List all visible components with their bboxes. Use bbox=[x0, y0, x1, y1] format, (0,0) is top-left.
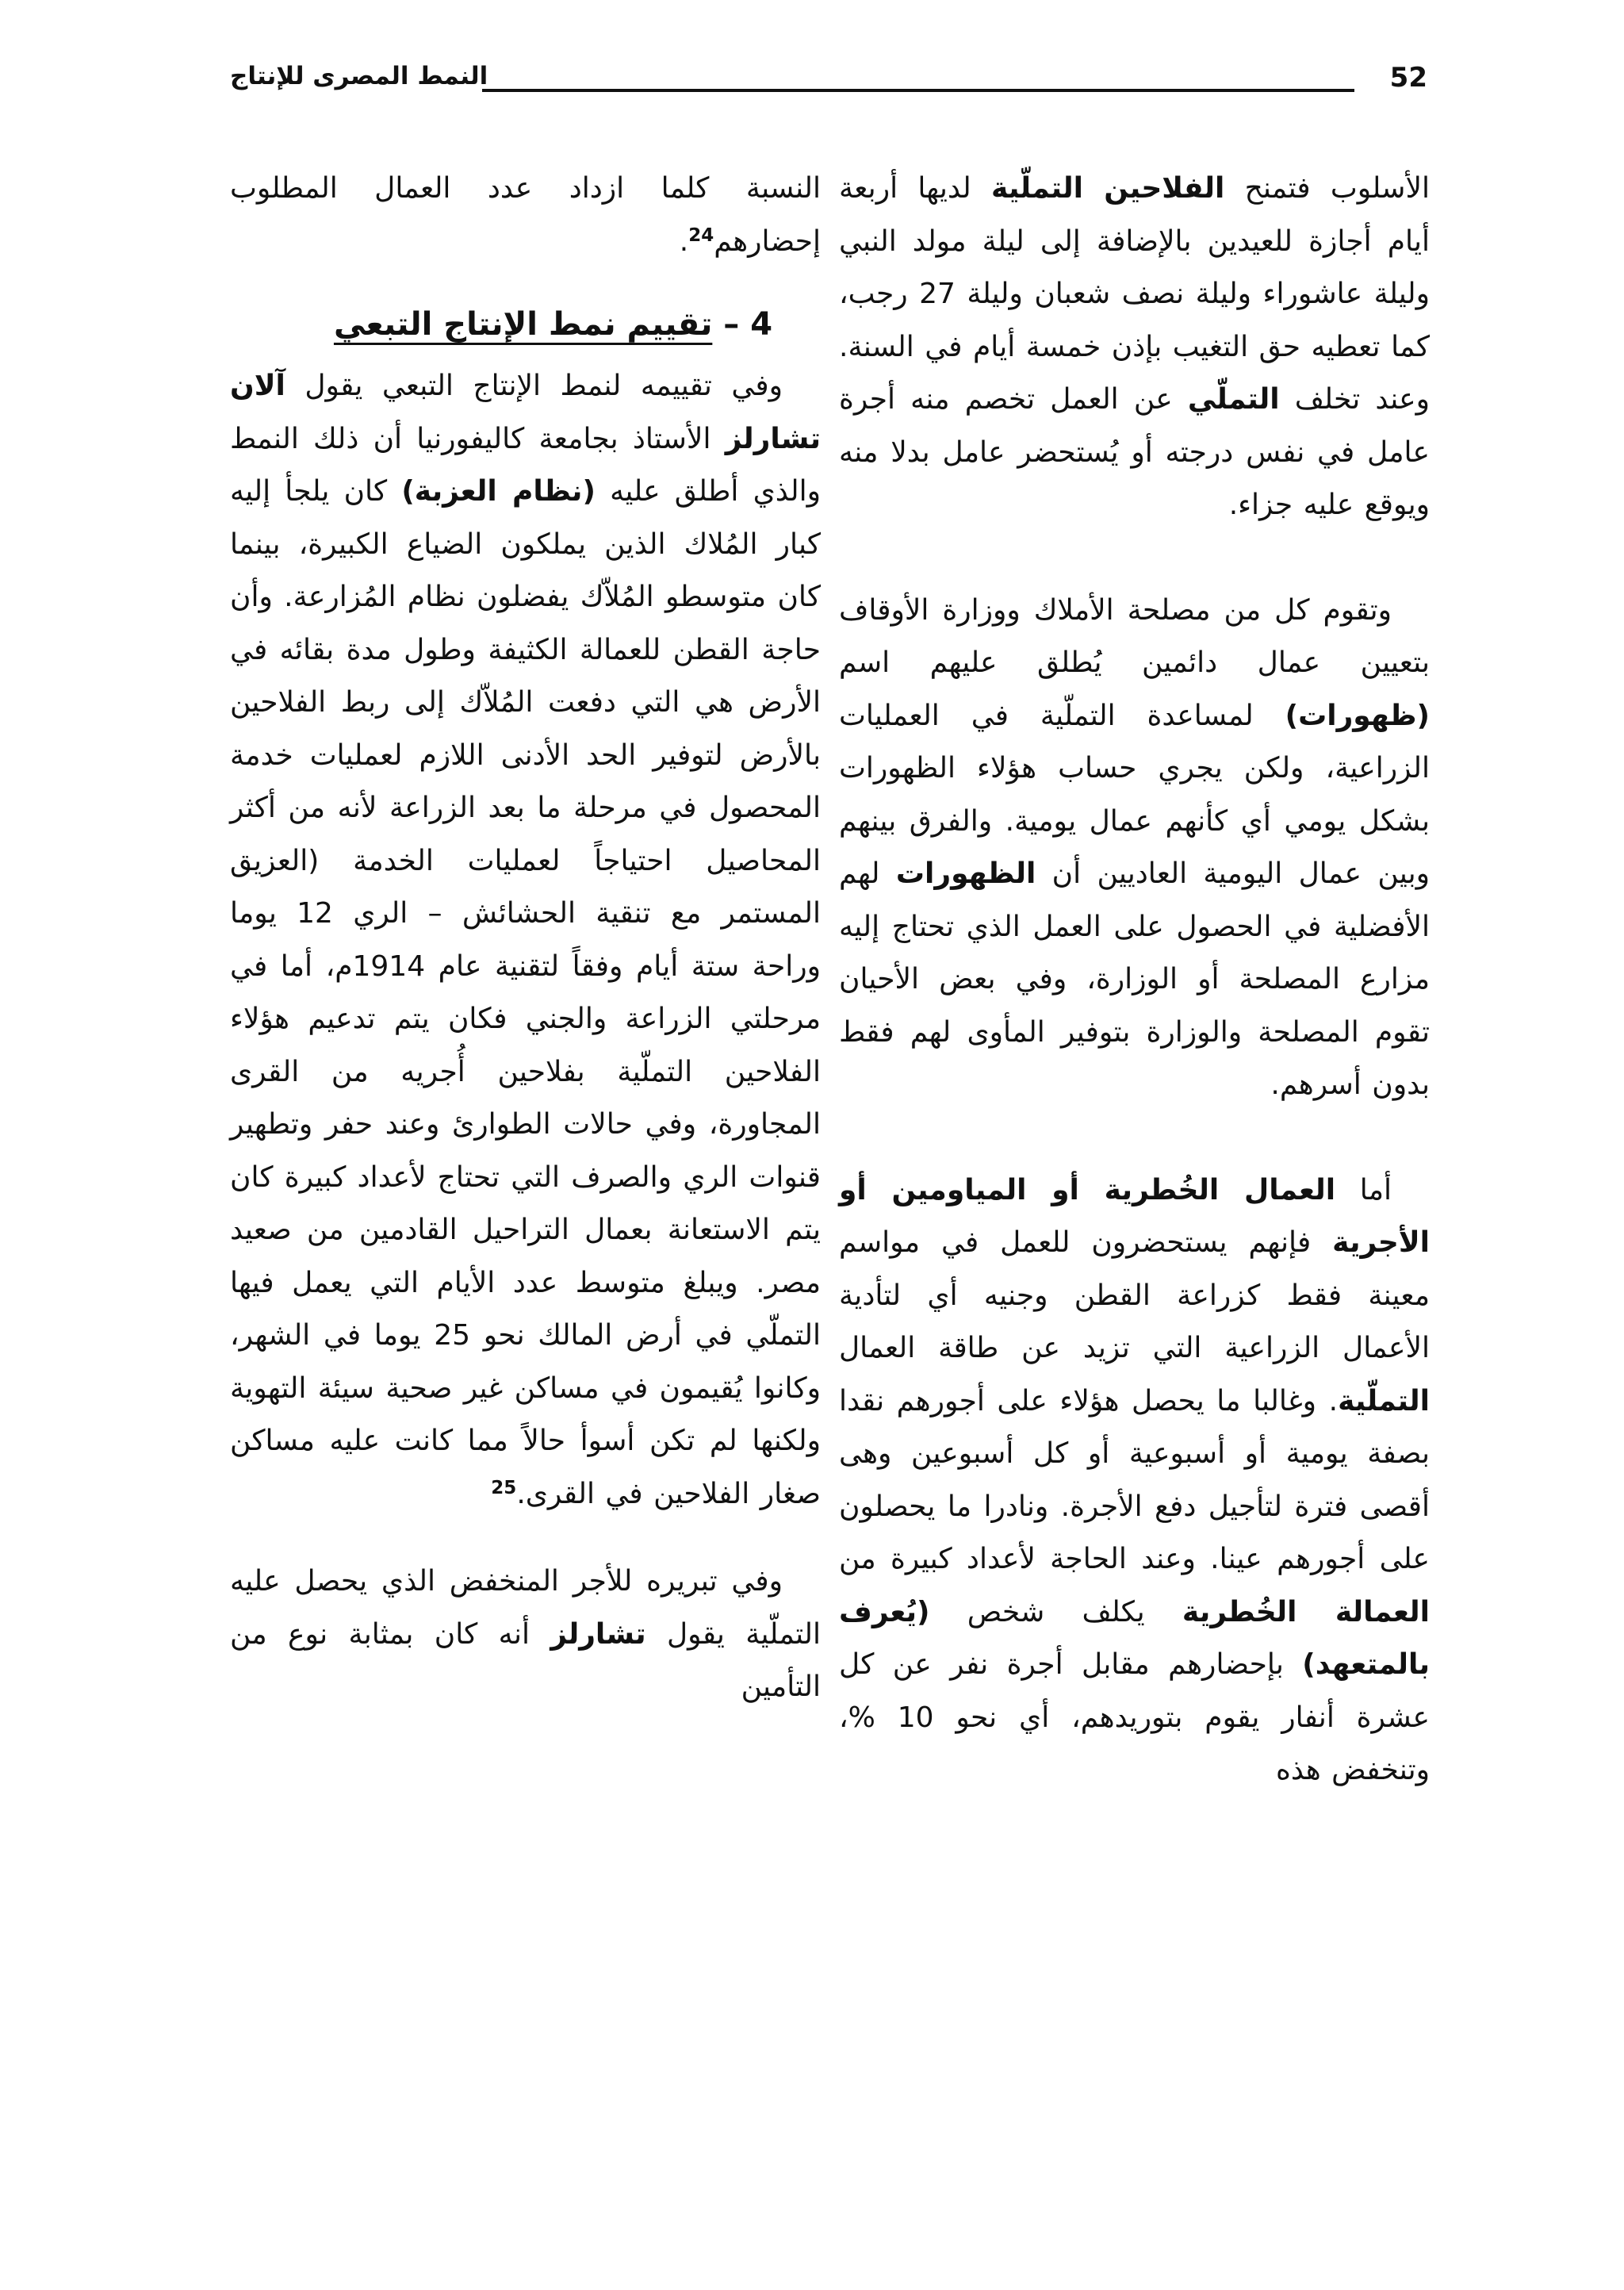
bold-term: (نظام العزبة) bbox=[401, 475, 596, 508]
bold-term: العمال الخُطرية أو المياومين أو الأجرية bbox=[839, 1173, 1430, 1259]
text-run: الأسلوب فتمنح bbox=[1224, 172, 1430, 205]
bold-term: الظهورات bbox=[895, 857, 1036, 890]
text-run: وتقوم كل من مصلحة الأملاك ووزارة الأوقاف بتعيين عمال دائمين يُطلق عليهم اسم bbox=[839, 593, 1430, 679]
text-run: بإحضارهم مقابل أجرة نفر عن كل عشرة أنفار يقوم بتوريدهم، أي نحو 10 %، وتنخفض هذه bbox=[839, 1648, 1430, 1786]
text-run: عن العمل تخصم منه أجرة عامل في نفس درجته أو يُستحضر عامل بدلا منه ويوقع عليه جزاء. bbox=[839, 383, 1430, 521]
text-run: أما bbox=[1335, 1173, 1392, 1206]
bold-term: تشارلز bbox=[550, 1617, 646, 1651]
header-rule bbox=[482, 89, 1354, 92]
section-title: تقييم نمط الإنتاج التبعي bbox=[333, 306, 713, 343]
paragraph-charles-evaluation bbox=[230, 360, 821, 1521]
bold-term: التملّي bbox=[1187, 383, 1280, 416]
text-run: . وغالبا ما يحصل هؤلاء على أجورهم نقدا بصفة يومية أو أسبوعية أو كل أسبوعين وهى أقصى فترة لتأجيل دفع الأجرة. ونادرا ما يحصلون على أجورهم عينا. وعند الحاجة لأعداد كبيرة من bbox=[839, 1384, 1430, 1575]
text-run: لهم الأفضلية في الحصول على العمل الذي تحتاج إليه مزارع المصلحة أو الوزارة، وفي بعض الأحيان تقوم المصلحة والوزارة بتوفير المأوى لهم فقط بدون أسرهم. bbox=[839, 857, 1430, 1101]
page-number: 52 bbox=[1389, 62, 1427, 94]
bold-term: الفلاحين التملّية bbox=[991, 172, 1225, 205]
paragraph-seasonal-workers bbox=[839, 1164, 1430, 1797]
text-run: . bbox=[679, 224, 689, 258]
paragraph-continuation bbox=[230, 163, 821, 268]
text-run: وفي تبريره للأجر المنخفض الذي يحصل عليه التملّية يقول bbox=[230, 1565, 821, 1651]
right-column bbox=[839, 163, 1430, 1797]
running-header bbox=[230, 54, 1427, 117]
text-run: كان يلجأ إليه كبار المُلاك الذين يملكون الضياع الكبيرة، بينما كان متوسطو المُلاّك يفضلون نظام المُزارعة. وأن حاجة القطن للعمالة الكثيفة وطول مدة بقائه في الأرض هي التي دفعت المُلاّك إلى ربط الفلاحين بالأرض لتوفير الحد الأدنى اللازم لعمليات خدمة المحصول في مرحلة ما بعد الزراعة لأنه من أكثر المحاصيل احتياجاً لعمليات الخدمة (العزيق المستمر مع تنقية الحشائش – الري 12 يوما وراحة ستة أيام وفقاً لتقنية عام 1914م، أما في مرحلتي الزراعة والجني فكان يتم تدعيم هؤلاء الفلاحين التملّية بفلاحين أُجريه من القرى المجاورة، وفي حالات الطوارئ وعند حفر وتطهير قنوات الري والصرف التي تحتاج لأعداد كبيرة كان يتم الاستعانة بعمال التراحيل القادمين من صعيد مصر. ويبلغ متوسط عدد الأيام التي يعمل فيها التملّي في أرض المالك نحو 25 يوما في الشهر، وكانوا يُقيمون في مساكن غير صحية سيئة التهوية ولكنها لم تكن أسوأ حالاً مما كانت عليه مساكن صغار الفلاحين في القرى. bbox=[230, 475, 822, 1510]
text-run: أنه كان بمثابة نوع من التأمين bbox=[230, 1617, 821, 1703]
bold-term: آلان تشارلز bbox=[230, 370, 821, 455]
bold-term: (يُعرف بالمتعهد) bbox=[839, 1595, 1430, 1681]
paragraph-low-wage-justification bbox=[230, 1555, 821, 1714]
footnote-marker: 25 bbox=[491, 1477, 517, 1498]
bold-term: التملّية bbox=[1338, 1384, 1430, 1417]
footnote-marker: 24 bbox=[688, 224, 714, 246]
left-column bbox=[230, 163, 821, 1714]
text-run: وفي تقييمه لنمط الإنتاج التبعي يقول bbox=[285, 370, 783, 402]
section-number: 4 – bbox=[723, 306, 773, 343]
section-heading bbox=[230, 300, 821, 349]
text-run: لديها أربعة أيام أجازة للعيدين بالإضافة إلى ليلة مولد النبي وليلة عاشوراء وليلة نصف شعبان وليلة 27 رجب، كما تعطيه حق التغيب بإذن خمسة أيام في السنة. وعند تخلف bbox=[839, 172, 1430, 416]
text-run: الأستاذ بجامعة كاليفورنيا أن ذلك النمط والذي أطلق عليه bbox=[230, 422, 821, 508]
paragraph-zuhurat bbox=[839, 585, 1430, 1112]
bold-term: (ظهورات) bbox=[1285, 699, 1430, 732]
bold-term: العمالة الخُطرية bbox=[1182, 1595, 1431, 1628]
text-run: يكلف شخص bbox=[929, 1595, 1182, 1628]
text-run: فإنهم يستحضرون للعمل في مواسم معينة فقط كزراعة القطن وجنيه أي لتأدية الأعمال الزراعية التي تزيد عن طاقة العمال bbox=[839, 1226, 1430, 1364]
text-run: لمساعدة التملّية في العمليات الزراعية، ولكن يجري حساب هؤلاء الظهورات بشكل يومي أي كأنهم عمال يومية. والفرق بينهم وبين عمال اليومية العاديين أن bbox=[839, 699, 1430, 890]
paragraph-holiday-rules bbox=[839, 163, 1430, 532]
text-run: النسبة كلما ازداد عدد العمال المطلوب إحضارهم bbox=[230, 172, 821, 258]
running-title: النمط المصرى للإنتاج bbox=[230, 62, 488, 90]
